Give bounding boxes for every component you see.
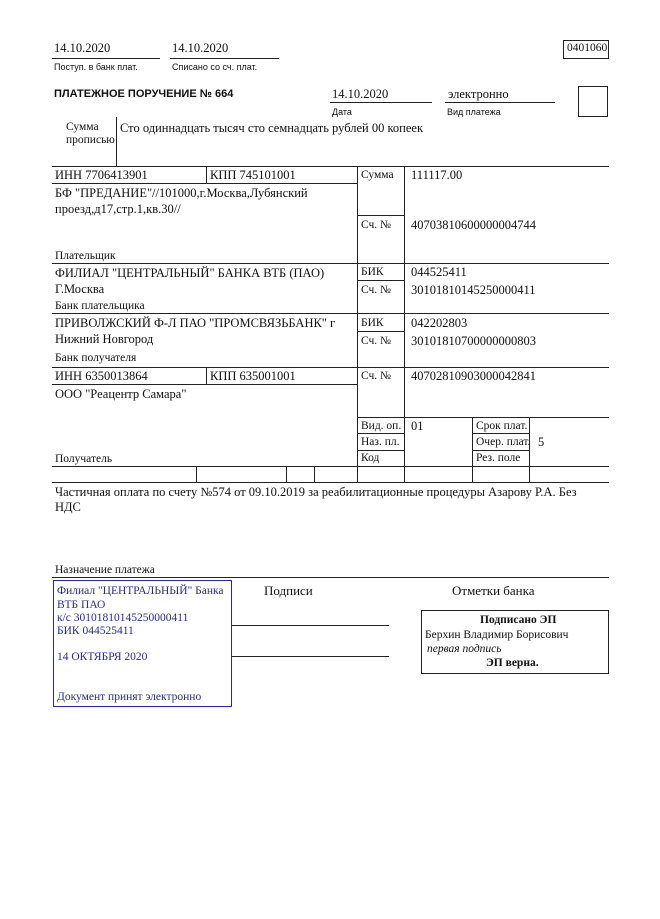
payee-label: Получатель xyxy=(55,453,113,465)
reserve-label: Рез. поле xyxy=(476,452,521,464)
signature-line-2 xyxy=(231,656,389,657)
payment-type-label: Вид платежа xyxy=(447,107,501,117)
priority: 5 xyxy=(538,435,545,449)
due-label: Срок плат. xyxy=(476,420,528,432)
payee-inn: ИНН 6350013864 xyxy=(55,369,148,383)
form-code-box xyxy=(563,40,609,59)
status-box xyxy=(578,86,608,117)
payer-bank-name-2: Г.Москва xyxy=(55,282,105,296)
payer-name-2: проезд,д17,стр.1,кв.30// xyxy=(55,202,181,216)
received-label: Поступ. в банк плат. xyxy=(54,62,138,72)
payee-account-label: Сч. № xyxy=(361,370,392,382)
bank-marks-title: Отметки банка xyxy=(452,583,535,598)
debited-date: 14.10.2020 xyxy=(172,41,229,55)
payer-bank-account-label: Сч. № xyxy=(361,284,392,296)
payee-bank-account: 30101810700000000803 xyxy=(411,334,536,348)
payer-bik-label: БИК xyxy=(361,266,384,278)
code-label: Код xyxy=(361,452,380,464)
payer-bik: 044525411 xyxy=(411,265,467,279)
received-date: 14.10.2020 xyxy=(54,41,111,55)
stamp-footer: Документ принят электронно xyxy=(57,691,202,703)
priority-label: Очер. плат. xyxy=(476,436,531,448)
amount-words-label-1: Сумма xyxy=(66,121,99,133)
payer-inn: ИНН 7706413901 xyxy=(55,168,148,182)
purpose-label: Назначение платежа xyxy=(55,564,155,576)
payer-bank-label: Банк плательщика xyxy=(55,300,145,312)
esign-role: первая подпись xyxy=(427,643,502,655)
payee-name: ООО "Реацентр Самара" xyxy=(55,387,187,401)
amount-value: 111117.00 xyxy=(411,168,463,182)
op-type-label: Вид. оп. xyxy=(361,420,402,432)
payer-label: Плательщик xyxy=(55,250,116,262)
order-date: 14.10.2020 xyxy=(332,87,389,101)
payer-account: 40703810600000004744 xyxy=(411,218,536,232)
order-date-label: Дата xyxy=(332,107,352,117)
stamp-line-1: Филиал "ЦЕНТРАЛЬНЫЙ" Банка xyxy=(57,585,224,597)
amount-words-value: Сто одиннадцать тысяч сто семнадцать рублей 00 копеек xyxy=(120,121,424,135)
stamp-date: 14 ОКТЯБРЯ 2020 xyxy=(57,651,148,663)
payee-bank-name-2: Нижний Новгород xyxy=(55,332,154,346)
payer-kpp: КПП 745101001 xyxy=(210,168,296,182)
payee-bank-account-label: Сч. № xyxy=(361,335,392,347)
signatures-title: Подписи xyxy=(264,583,313,598)
payee-bank-name-1: ПРИВОЛЖСКИЙ Ф-Л ПАО "ПРОМСВЯЗЬБАНК" г xyxy=(55,316,336,330)
payer-account-label: Сч. № xyxy=(361,219,392,231)
payment-type: электронно xyxy=(448,87,509,101)
stamp-line-4: БИК 044525411 xyxy=(57,625,134,637)
form-code: 0401060 xyxy=(567,42,608,54)
payee-bik: 042202803 xyxy=(411,316,468,330)
payee-account: 40702810903000042841 xyxy=(411,369,536,383)
op-type: 01 xyxy=(411,419,424,433)
purpose-line-2: НДС xyxy=(55,500,81,514)
purpose-line-1: Частичная оплата по счету №574 от 09.10.2019 за реабилитационные процедуры Азарову Р.А. Без xyxy=(55,485,577,499)
signature-line-1 xyxy=(231,625,389,626)
esign-name: Берхин Владимир Борисович xyxy=(425,629,569,641)
stamp-line-3: к/с 30101810145250000411 xyxy=(57,612,189,624)
document-title: ПЛАТЕЖНОЕ ПОРУЧЕНИЕ № 664 xyxy=(54,88,234,100)
payer-bank-account: 30101810145250000411 xyxy=(411,283,536,297)
payer-bank-name-1: ФИЛИАЛ "ЦЕНТРАЛЬНЫЙ" БАНКА ВТБ (ПАО) xyxy=(55,266,325,280)
esign-box xyxy=(421,610,609,674)
payer-name-1: БФ "ПРЕДАНИЕ"//101000,г.Москва,Лубянский xyxy=(55,186,308,200)
purpose-code-label: Наз. пл. xyxy=(361,436,400,448)
bank-stamp xyxy=(53,580,232,707)
amount-words-label-2: прописью xyxy=(66,134,115,146)
esign-status: ЭП верна. xyxy=(486,657,539,669)
payee-bik-label: БИК xyxy=(361,317,384,329)
debited-label: Списано со сч. плат. xyxy=(172,62,258,72)
payee-kpp: КПП 635001001 xyxy=(210,369,296,383)
esign-title: Подписано ЭП xyxy=(480,614,557,626)
amount-label: Сумма xyxy=(361,169,394,181)
payee-bank-label: Банк получателя xyxy=(55,352,137,364)
stamp-line-2: ВТБ ПАО xyxy=(57,599,106,611)
